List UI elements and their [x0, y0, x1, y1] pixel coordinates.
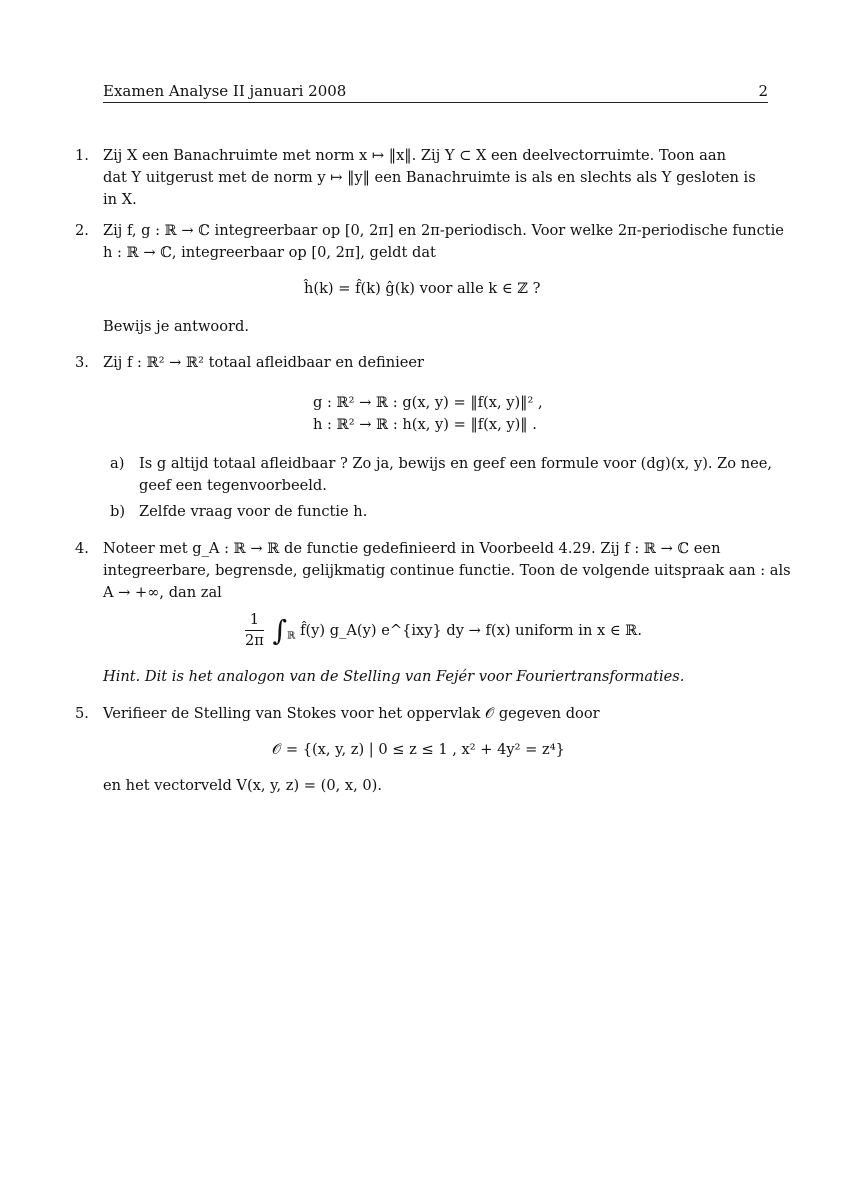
- problem-number: 4.: [75, 540, 89, 557]
- display-formula: ĥ(k) = f̂(k) ĝ(k) voor alle k ∈ ℤ ?: [304, 280, 541, 297]
- problem-text-line: Zij f, g : ℝ → ℂ integreerbaar op [0, 2π] en 2π-periodisch. Voor welke 2π-periodische functie: [103, 222, 784, 239]
- display-formula: [245, 610, 642, 651]
- problem-text-line: Zij X een Banachruimte met norm x ↦ ‖x‖. Zij Y ⊂ X een deelvectorruimte. Toon aan: [103, 147, 726, 164]
- problem-text-line: geef een tegenvoorbeeld.: [139, 477, 327, 494]
- problem-text-line: Bewijs je antwoord.: [103, 318, 249, 335]
- problem-number: 2.: [75, 222, 89, 239]
- problem-text-line: en het vectorveld V(x, y, z) = (0, x, 0).: [103, 777, 383, 794]
- fraction-denominator: 2π: [245, 632, 264, 649]
- page-header: [103, 80, 768, 103]
- integral-sign: ∫: [272, 614, 288, 647]
- problem-text-line: Zelfde vraag voor de functie h.: [139, 503, 368, 520]
- problem-text-line: in X.: [103, 191, 137, 208]
- problem-number: 1.: [75, 147, 89, 164]
- problem-text-line: h : ℝ → ℂ, integreerbaar op [0, 2π], geldt dat: [103, 244, 436, 261]
- fraction-numerator: 1: [245, 610, 264, 631]
- display-formula: h : ℝ² → ℝ : h(x, y) = ‖f(x, y)‖ .: [313, 416, 537, 433]
- integral-domain: ℝ: [287, 630, 296, 642]
- fraction: [245, 610, 264, 651]
- subquestion-label: a): [110, 455, 125, 472]
- display-formula: 𝒪 = {(x, y, z) | 0 ≤ z ≤ 1 , x² + 4y² = z⁴}: [272, 741, 565, 758]
- problem-text-line: integreerbare, begrensde, gelijkmatig continue functie. Toon de volgende uitspraak aan : als: [103, 562, 791, 579]
- problem-number: 3.: [75, 354, 89, 371]
- integrand: f̂(y) g_A(y) e^{ixy} dy → f(x) uniform in x ∈ ℝ.: [300, 622, 643, 639]
- problem-text-line: dat Y uitgerust met de norm y ↦ ‖y‖ een Banachruimte is als en slechts als Y gesloten is: [103, 169, 756, 186]
- subquestion-label: b): [110, 503, 126, 520]
- problem-text-line: Verifieer de Stelling van Stokes voor het oppervlak 𝒪 gegeven door: [103, 705, 600, 722]
- problem-text-line: A → +∞, dan zal: [103, 584, 222, 601]
- problem-text-line: Zij f : ℝ² → ℝ² totaal afleidbaar en definieer: [103, 354, 425, 371]
- problem-number: 5.: [75, 705, 89, 722]
- hint-text: Hint. Dit is het analogon van de Stelling van Fejér voor Fouriertransformaties.: [103, 668, 685, 685]
- page-number: 2: [758, 82, 768, 100]
- problem-text-line: Noteer met g_A : ℝ → ℝ de functie gedefinieerd in Voorbeeld 4.29. Zij f : ℝ → ℂ een: [103, 540, 721, 557]
- header-title: Examen Analyse II januari 2008: [103, 82, 347, 100]
- problem-text-line: Is g altijd totaal afleidbaar ? Zo ja, bewijs en geef een formule voor (dg)(x, y). Zo nee,: [139, 455, 773, 472]
- display-formula: g : ℝ² → ℝ : g(x, y) = ‖f(x, y)‖² ,: [313, 394, 543, 411]
